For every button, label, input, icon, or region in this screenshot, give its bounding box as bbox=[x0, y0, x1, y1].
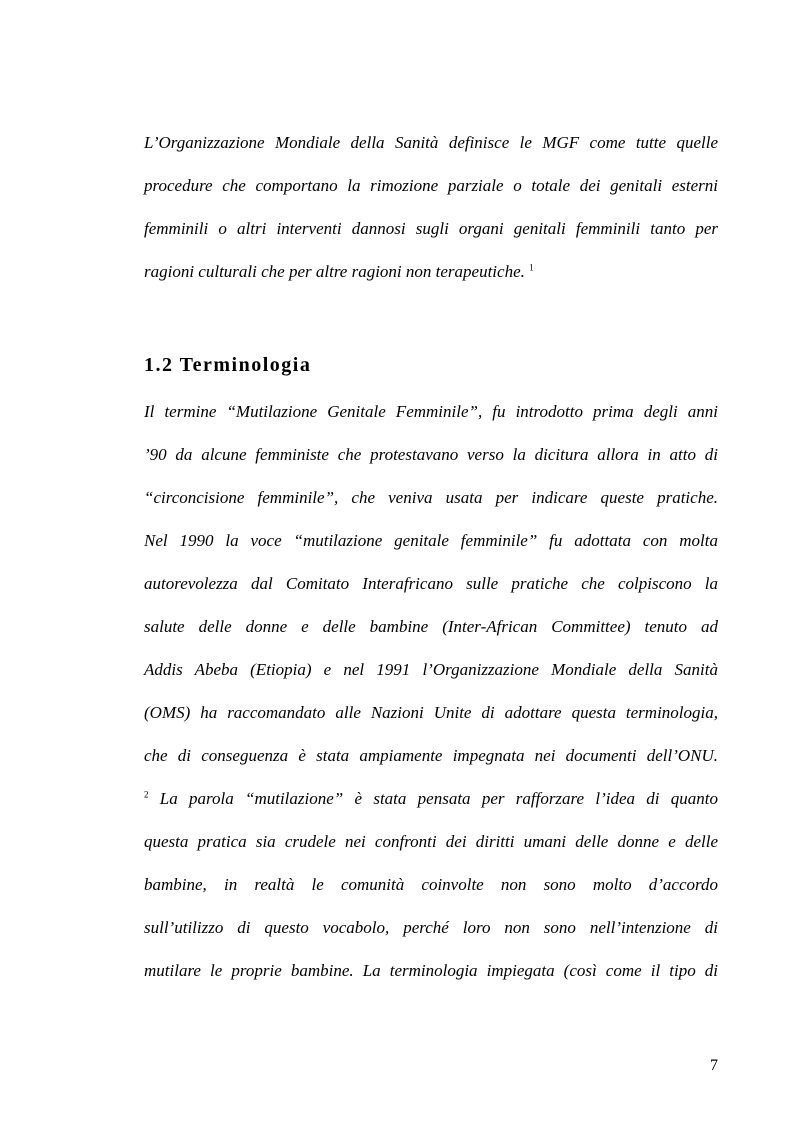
paragraph-line: Il termine “Mutilazione Genitale Femminile”, fu introdotto prima degli anni bbox=[144, 402, 718, 421]
paragraph-line: questa pratica sia crudele nei confronti dei diritti umani delle donne e delle bbox=[144, 832, 718, 851]
footnote-reference: 2 bbox=[144, 789, 149, 800]
paragraph-line: bambine, in realtà le comunità coinvolte non sono molto d’accordo bbox=[144, 875, 718, 894]
paragraph-line-text: La parola “mutilazione” è stata pensata per rafforzare l’idea di quanto bbox=[159, 789, 719, 808]
paragraph-line: che di conseguenza è stata ampiamente impegnata nei documenti dell’ONU. bbox=[144, 746, 718, 765]
paragraph-line: mutilare le proprie bambine. La terminologia impiegata (così come il tipo di bbox=[144, 961, 718, 980]
paragraph-line-text: ragioni culturali che per altre ragioni non terapeutiche. bbox=[144, 262, 525, 281]
paragraph-line: procedure che comportano la rimozione parziale o totale dei genitali esterni bbox=[144, 176, 718, 195]
paragraph-line: ’90 da alcune femministe che protestavano verso la dicitura allora in atto di bbox=[144, 445, 718, 464]
paragraph-line: femminili o altri interventi dannosi sugli organi genitali femminili tanto per bbox=[144, 219, 718, 238]
paragraph-line bbox=[144, 787, 718, 811]
paragraph-line: Addis Abeba (Etiopia) e nel 1991 l’Organizzazione Mondiale della Sanità bbox=[144, 660, 718, 679]
page-number: 7 bbox=[710, 1057, 718, 1074]
paragraph-line: sull’utilizzo di questo vocabolo, perché loro non sono nell’intenzione di bbox=[144, 918, 718, 937]
paragraph-line: (OMS) ha raccomandato alle Nazioni Unite di adottare questa terminologia, bbox=[144, 703, 718, 722]
paragraph-line: Nel 1990 la voce “mutilazione genitale femminile” fu adottata con molta bbox=[144, 531, 718, 550]
paragraph-line: “circoncisione femminile”, che veniva usata per indicare queste pratiche. bbox=[144, 488, 718, 507]
paragraph-line bbox=[144, 260, 718, 284]
footnote-reference: 1 bbox=[529, 262, 534, 273]
paragraph-line: autorevolezza dal Comitato Interafricano sulle pratiche che colpiscono la bbox=[144, 574, 718, 593]
paragraph-line: salute delle donne e delle bambine (Inter-African Committee) tenuto ad bbox=[144, 617, 718, 636]
section-heading: 1.2 Terminologia bbox=[144, 354, 312, 376]
paragraph-line: L’Organizzazione Mondiale della Sanità definisce le MGF come tutte quelle bbox=[144, 133, 718, 152]
